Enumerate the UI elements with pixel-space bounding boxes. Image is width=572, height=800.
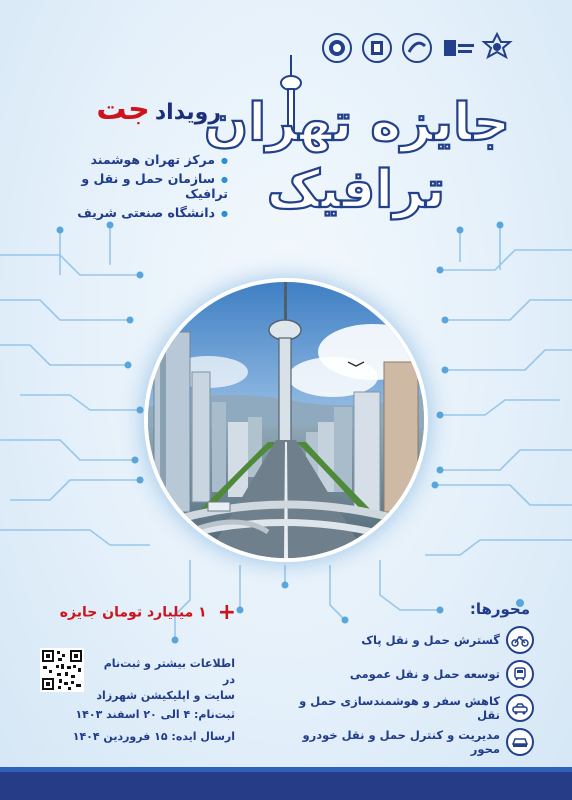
axis-item <box>290 725 534 758</box>
axis-label: مدیریت و کنترل حمل و نقل خودرو محور <box>302 727 500 756</box>
title-line-1: جایزه تهران <box>203 93 510 153</box>
axes-title: محورها: <box>469 600 530 618</box>
info-line-2: سایت و اپلیکیشن شهرزاد <box>96 689 235 702</box>
info-line-1: اطلاعات بیشتر و ثبت‌نام در <box>103 657 235 686</box>
axis-label: توسعه حمل و نقل عمومی <box>349 666 500 681</box>
title-line-2: ترافیک <box>266 160 445 220</box>
prize-text: ۱ میلیارد تومان جایزه <box>59 604 207 621</box>
footer-bar <box>0 772 572 800</box>
important-dates <box>40 704 235 748</box>
prize-amount <box>36 600 236 625</box>
axis-item <box>290 657 534 690</box>
municipality-icon <box>480 31 514 65</box>
organizer-list <box>40 152 228 224</box>
city-illustration <box>148 282 424 558</box>
event-brand: جت <box>96 92 150 127</box>
smart-transport-icon <box>506 694 534 722</box>
train-icon <box>506 660 534 688</box>
organizer-item: ● سازمان حمل و نقل و ترافیک <box>40 171 228 201</box>
axis-label: کاهش سفر و هوشمندسازی حمل و نقل <box>299 693 500 722</box>
logo-row <box>320 30 550 66</box>
axis-label: گسترش حمل و نقل پاک <box>361 632 500 647</box>
registration-info <box>90 656 235 704</box>
emblem-icon <box>360 31 394 65</box>
axis-item <box>290 691 534 724</box>
event-word: رویداد <box>154 100 221 125</box>
traffic-organization-icon <box>400 31 434 65</box>
event-name <box>36 92 221 127</box>
organizer-item: ● دانشگاه صنعتی شریف <box>40 205 228 220</box>
plus-icon: + <box>217 600 236 625</box>
axes-list <box>290 623 534 759</box>
organizer-item: ● مرکز تهران هوشمند <box>40 152 228 167</box>
university-seal-icon <box>320 31 354 65</box>
qr-code[interactable] <box>40 648 84 692</box>
submission-date: ارسال ایده: ۱۵ فروردین ۱۴۰۴ <box>72 730 235 743</box>
bicycle-icon <box>506 626 534 654</box>
car-traffic-icon <box>506 728 534 756</box>
registration-date: ثبت‌نام: ۴ الی ۲۰ اسفند ۱۴۰۳ <box>75 708 235 721</box>
smart-city-icon <box>440 31 474 65</box>
main-title <box>203 75 530 225</box>
axis-item <box>290 623 534 656</box>
